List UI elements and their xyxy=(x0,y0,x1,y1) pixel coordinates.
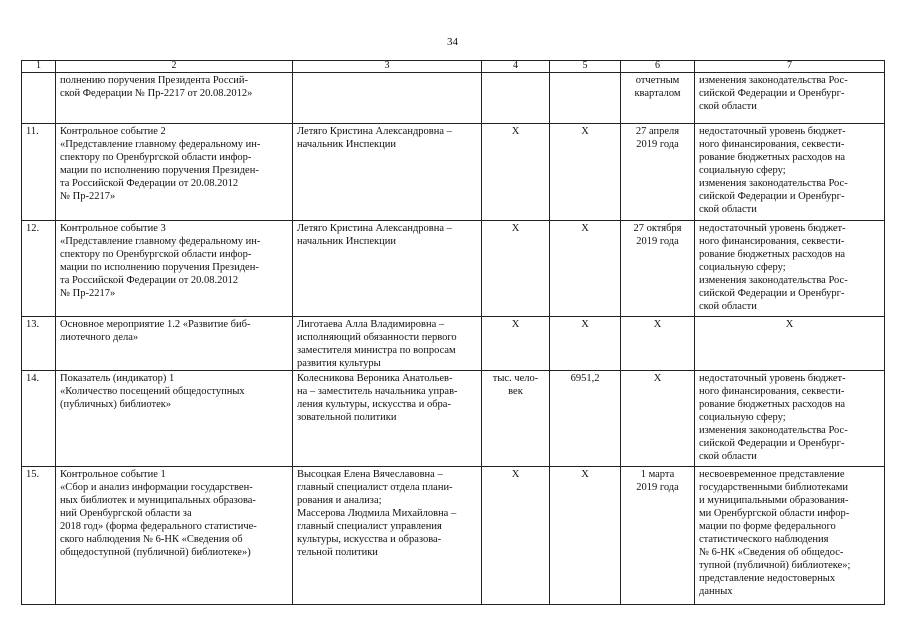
risks: недостаточный уровень бюджет- ного финансирования, секвести- рование бюджетных расходов на социальную сферу; изменения законодательства Рос- сийской Федерации и Оренбург- ской области xyxy=(695,221,885,317)
deadline: 1 марта 2019 года xyxy=(621,467,695,605)
column-number: 6 xyxy=(621,61,695,73)
row-number: 13. xyxy=(22,317,56,371)
row-number: 15. xyxy=(22,467,56,605)
risks: Х xyxy=(695,317,885,371)
column-number: 2 xyxy=(56,61,293,73)
event-name: полнению поручения Президента Россий- ской Федерации № Пр-2217 от 20.08.2012» xyxy=(56,73,293,124)
column-number: 7 xyxy=(695,61,885,73)
row-number xyxy=(22,73,56,124)
unit: Х xyxy=(482,124,550,221)
event-name: Контрольное событие 3 «Представление главному федеральному ин- спектору по Оренбургской области инфор- мации по исполнению поручения Президен- та Российской Федерации от 20.08.2012 № Пр-2217» xyxy=(56,221,293,317)
table-row xyxy=(22,221,885,317)
value: Х xyxy=(550,124,621,221)
column-number: 5 xyxy=(550,61,621,73)
column-number-header xyxy=(22,61,885,73)
plan-table xyxy=(21,60,885,605)
responsible-person: Лиготаева Алла Владимировна – исполняющий обязанности первого заместителя министра по вопросам развития культуры xyxy=(293,317,482,371)
row-number: 12. xyxy=(22,221,56,317)
value: Х xyxy=(550,317,621,371)
unit: Х xyxy=(482,467,550,605)
table-row xyxy=(22,317,885,371)
responsible-person xyxy=(293,73,482,124)
unit xyxy=(482,73,550,124)
unit: Х xyxy=(482,221,550,317)
event-name: Показатель (индикатор) 1 «Количество посещений общедоступных (публичных) библиотек» xyxy=(56,371,293,467)
deadline: 27 октября 2019 года xyxy=(621,221,695,317)
deadline: Х xyxy=(621,371,695,467)
table-row xyxy=(22,73,885,124)
risks: недостаточный уровень бюджет- ного финансирования, секвести- рование бюджетных расходов на социальную сферу; изменения законодательства Рос- сийской Федерации и Оренбург- ской области xyxy=(695,371,885,467)
table-row xyxy=(22,467,885,605)
table-row xyxy=(22,371,885,467)
unit: Х xyxy=(482,317,550,371)
value xyxy=(550,73,621,124)
table-row xyxy=(22,124,885,221)
value: Х xyxy=(550,467,621,605)
row-number: 14. xyxy=(22,371,56,467)
responsible-person: Летяго Кристина Александровна – начальник Инспекции xyxy=(293,124,482,221)
value: Х xyxy=(550,221,621,317)
page-number: 34 xyxy=(447,36,458,48)
deadline: Х xyxy=(621,317,695,371)
event-name: Контрольное событие 2 «Представление главному федеральному ин- спектору по Оренбургской области инфор- мации по исполнению поручения Президен- та Российской Федерации от 20.08.2012 № Пр-2217» xyxy=(56,124,293,221)
column-number: 1 xyxy=(22,61,56,73)
event-name: Основное мероприятие 1.2 «Развитие биб- лиотечного дела» xyxy=(56,317,293,371)
event-name: Контрольное событие 1 «Сбор и анализ информации государствен- ных библиотек и муниципальных образова- ний Оренбургской области за 2018 год» (форма федерального статистиче- ского наблюдения № 6-НК «Сведения об общедоступной (публичной) библиотеке») xyxy=(56,467,293,605)
risks: изменения законодательства Рос- сийской Федерации и Оренбург- ской области xyxy=(695,73,885,124)
deadline: 27 апреля 2019 года xyxy=(621,124,695,221)
responsible-person: Летяго Кристина Александровна – начальник Инспекции xyxy=(293,221,482,317)
column-number: 4 xyxy=(482,61,550,73)
risks: несвоевременное представление государственными библиотеками и муниципальными образования- ми Оренбургской области инфор- мации по форме федерального статистического наблюдения № 6-НК «Сведения об общедос- тупной (публичной) библиотеке»; представление недостоверных данных xyxy=(695,467,885,605)
responsible-person: Высоцкая Елена Вячеславовна – главный специалист отдела плани- рования и анализа; Массерова Людмила Михайловна – главный специалист управления культуры, искусства и образова- тельной политики xyxy=(293,467,482,605)
unit: тыс. чело- век xyxy=(482,371,550,467)
deadline: отчетным кварталом xyxy=(621,73,695,124)
row-number: 11. xyxy=(22,124,56,221)
responsible-person: Колесникова Вероника Анатольев- на – заместитель начальника управ- ления культуры, искусства и обра- зовательной политики xyxy=(293,371,482,467)
risks: недостаточный уровень бюджет- ного финансирования, секвести- рование бюджетных расходов на социальную сферу; изменения законодательства Рос- сийской Федерации и Оренбург- ской области xyxy=(695,124,885,221)
column-number: 3 xyxy=(293,61,482,73)
value: 6951,2 xyxy=(550,371,621,467)
